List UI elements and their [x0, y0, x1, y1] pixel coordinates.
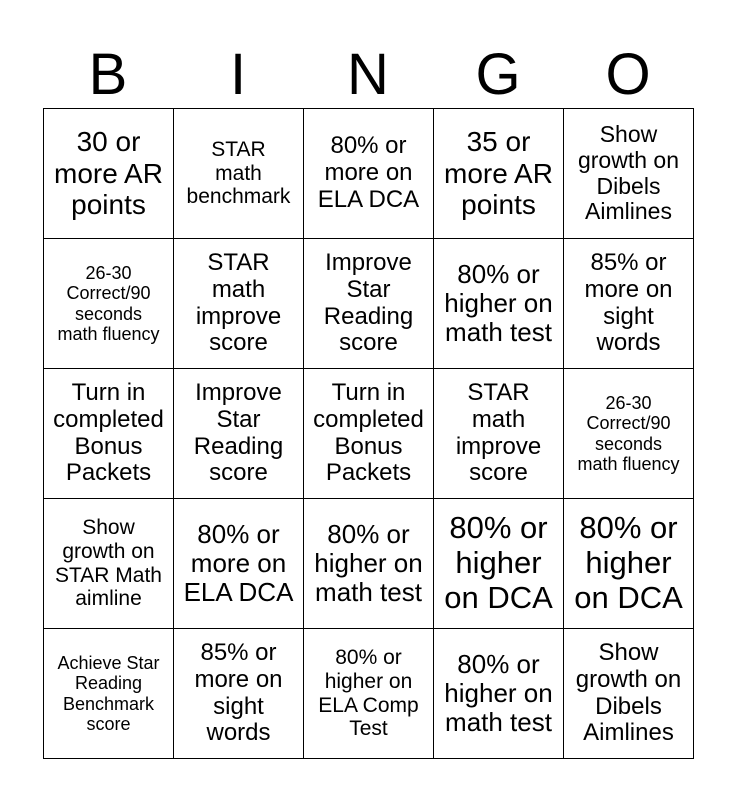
bingo-cell-line: math	[215, 161, 262, 185]
bingo-cell-line: math fluency	[577, 453, 680, 474]
bingo-cell-text	[174, 380, 303, 488]
bingo-cell-line: math	[211, 275, 266, 303]
bingo-cell-line: math test	[445, 317, 552, 348]
bingo-cell-line: seconds	[74, 303, 143, 324]
bingo-cell-text	[304, 380, 433, 488]
bingo-cell-line: Packets	[65, 459, 152, 487]
bingo-cell-line: 30 or	[76, 126, 141, 158]
bingo-cell-line: Show	[598, 638, 659, 666]
bingo-cell-line: Benchmark	[62, 693, 155, 714]
header-letter-g: G	[475, 42, 521, 107]
bingo-cell-line: 80% or	[579, 510, 678, 546]
bingo-cell-line: Show	[82, 516, 135, 540]
bingo-cell[interactable]	[434, 239, 564, 369]
bingo-cell[interactable]	[44, 499, 174, 629]
bingo-cell[interactable]	[434, 369, 564, 499]
bingo-cell-line: 85% or	[200, 638, 277, 666]
bingo-cell-line: more on	[190, 547, 287, 578]
bingo-cell-line: Reading	[193, 432, 284, 460]
bingo-cell-line: Aimlines	[585, 198, 672, 225]
bingo-cell-text	[174, 640, 303, 748]
bingo-cell[interactable]	[44, 109, 174, 239]
bingo-cell-line: math	[471, 405, 526, 433]
bingo-cell-text	[44, 516, 173, 610]
bingo-cell-text	[174, 138, 303, 209]
bingo-cell-line: higher	[585, 545, 672, 581]
bingo-cell-text	[564, 640, 693, 748]
bingo-cell-line: 80% or	[197, 518, 280, 549]
bingo-cell-line: Reading	[323, 302, 414, 330]
bingo-cell[interactable]	[564, 499, 694, 629]
bingo-cell-text	[434, 511, 563, 615]
bingo-cell-line: sight	[213, 692, 264, 720]
bingo-cell-line: aimline	[75, 587, 142, 611]
bingo-cell-line: 26-30	[605, 393, 652, 414]
bingo-cell-line: STAR	[211, 138, 266, 162]
bingo-cell-line: higher on	[324, 669, 413, 693]
bingo-cell-line: Turn in	[71, 378, 146, 406]
bingo-cell[interactable]	[174, 109, 304, 239]
bingo-header	[43, 42, 693, 108]
bingo-cell[interactable]	[174, 499, 304, 629]
bingo-cell-line: seconds	[594, 433, 663, 454]
bingo-cell-line: Achieve Star	[57, 653, 160, 674]
bingo-cell-line: more AR	[54, 157, 163, 189]
bingo-cell-text	[434, 650, 563, 737]
bingo-cell[interactable]	[564, 369, 694, 499]
bingo-cell-line: more on	[194, 665, 283, 693]
bingo-cell-line: STAR Math	[55, 563, 162, 587]
bingo-cell-line: sight	[603, 302, 654, 330]
bingo-cell-line: on DCA	[574, 579, 683, 615]
bingo-cell[interactable]	[304, 369, 434, 499]
bingo-card-grid	[43, 108, 694, 759]
bingo-cell-line: words	[596, 329, 661, 357]
bingo-cell-line: ELA Comp	[318, 693, 419, 717]
bingo-cell-line: 35 or	[466, 126, 531, 158]
bingo-cell[interactable]	[434, 499, 564, 629]
header-letter-o: O	[605, 42, 651, 107]
bingo-cell-line: STAR	[207, 248, 270, 276]
header-letter-n: N	[347, 42, 389, 107]
bingo-cell-line: benchmark	[186, 185, 291, 209]
bingo-cell[interactable]	[304, 109, 434, 239]
bingo-cell-line: ELA DCA	[317, 185, 420, 213]
bingo-cell-line: growth on	[62, 539, 155, 563]
bingo-cell-line: Packets	[325, 459, 412, 487]
bingo-cell-text	[44, 126, 173, 220]
bingo-cell-line: Star	[346, 275, 391, 303]
bingo-cell-line: score	[469, 459, 528, 487]
bingo-cell[interactable]	[434, 109, 564, 239]
bingo-cell-line: score	[339, 329, 398, 357]
bingo-cell-line: improve	[455, 432, 542, 460]
bingo-cell-line: completed	[53, 405, 164, 433]
bingo-cell-line: math fluency	[57, 323, 160, 344]
bingo-cell-text	[434, 380, 563, 488]
bingo-cell[interactable]	[304, 629, 434, 759]
bingo-cell-line: 80% or	[327, 518, 410, 549]
bingo-cell-line: completed	[313, 405, 424, 433]
bingo-row	[44, 629, 694, 759]
bingo-cell-text	[44, 380, 173, 488]
bingo-cell-line: Improve	[325, 248, 412, 276]
bingo-cell-line: Dibels	[595, 692, 662, 720]
bingo-cell-line: Test	[349, 717, 388, 741]
bingo-cell-line: 80% or	[335, 646, 402, 670]
bingo-cell-line: ELA DCA	[183, 577, 294, 608]
bingo-cell-text	[564, 511, 693, 615]
bingo-cell-line: Reading	[74, 673, 143, 694]
bingo-cell-line: on DCA	[444, 579, 553, 615]
bingo-cell-line: math test	[445, 707, 552, 738]
bingo-cell-line: words	[206, 719, 271, 747]
bingo-cell[interactable]	[174, 629, 304, 759]
bingo-cell-text	[44, 263, 173, 344]
bingo-cell-line: 80% or	[330, 132, 407, 160]
bingo-cell-line: more on	[324, 159, 413, 187]
bingo-grid-body	[44, 109, 694, 759]
bingo-cell-line: 80% or	[457, 258, 540, 289]
bingo-cell[interactable]	[44, 629, 174, 759]
bingo-cell-line: higher on	[444, 287, 553, 318]
bingo-row	[44, 239, 694, 369]
bingo-cell-line: higher on	[314, 547, 423, 578]
bingo-cell-line: more AR	[444, 157, 553, 189]
bingo-cell-line: score	[209, 329, 268, 357]
bingo-cell-line: Dibels	[596, 172, 661, 199]
bingo-cell-line: higher on	[444, 677, 553, 708]
bingo-cell-line: Turn in	[331, 378, 406, 406]
bingo-cell-text	[564, 122, 693, 225]
bingo-cell-line: growth on	[577, 146, 679, 173]
bingo-cell-line: points	[71, 189, 146, 221]
bingo-cell-line: 80% or	[449, 510, 548, 546]
header-letter-b: B	[88, 42, 128, 107]
bingo-cell-line: Bonus	[74, 432, 143, 460]
bingo-cell-line: Correct/90	[586, 413, 671, 434]
bingo-cell-line: growth on	[575, 665, 682, 693]
bingo-cell[interactable]	[304, 499, 434, 629]
bingo-cell-line: 80% or	[457, 648, 540, 679]
bingo-cell-line: score	[209, 459, 268, 487]
bingo-row	[44, 499, 694, 629]
bingo-cell-text	[304, 520, 433, 607]
bingo-cell-line: higher	[455, 545, 542, 581]
bingo-cell-text	[304, 646, 433, 740]
bingo-cell-line: 26-30	[85, 263, 132, 284]
bingo-cell[interactable]	[304, 239, 434, 369]
bingo-cell-text	[174, 250, 303, 358]
bingo-cell-line: Correct/90	[66, 283, 151, 304]
bingo-cell-line: Aimlines	[583, 719, 674, 747]
bingo-cell-line: STAR	[467, 378, 530, 406]
bingo-cell-text	[434, 260, 563, 347]
bingo-cell[interactable]	[564, 629, 694, 759]
bingo-cell-line: points	[461, 189, 536, 221]
bingo-cell-line: score	[86, 713, 131, 734]
bingo-cell-line: Bonus	[334, 432, 403, 460]
bingo-cell[interactable]	[44, 369, 174, 499]
bingo-cell-line: Show	[599, 121, 658, 147]
header-letter-i: I	[229, 42, 247, 107]
bingo-cell-text	[44, 653, 173, 734]
bingo-cell-text	[304, 133, 433, 214]
bingo-cell-text	[174, 520, 303, 607]
bingo-cell-line: Improve	[195, 378, 282, 406]
bingo-cell[interactable]	[564, 239, 694, 369]
bingo-cell[interactable]	[174, 239, 304, 369]
bingo-row	[44, 369, 694, 499]
bingo-cell[interactable]	[44, 239, 174, 369]
bingo-cell-text	[304, 250, 433, 358]
bingo-cell[interactable]	[564, 109, 694, 239]
bingo-cell-line: 85% or	[590, 248, 667, 276]
bingo-row	[44, 109, 694, 239]
bingo-cell-text	[434, 126, 563, 220]
bingo-cell[interactable]	[174, 369, 304, 499]
bingo-cell-line: improve	[195, 302, 282, 330]
bingo-cell-line: Star	[216, 405, 261, 433]
bingo-cell-line: more on	[584, 275, 673, 303]
bingo-cell-text	[564, 393, 693, 474]
bingo-cell-text	[564, 250, 693, 358]
bingo-cell[interactable]	[434, 629, 564, 759]
bingo-cell-line: math test	[315, 577, 422, 608]
